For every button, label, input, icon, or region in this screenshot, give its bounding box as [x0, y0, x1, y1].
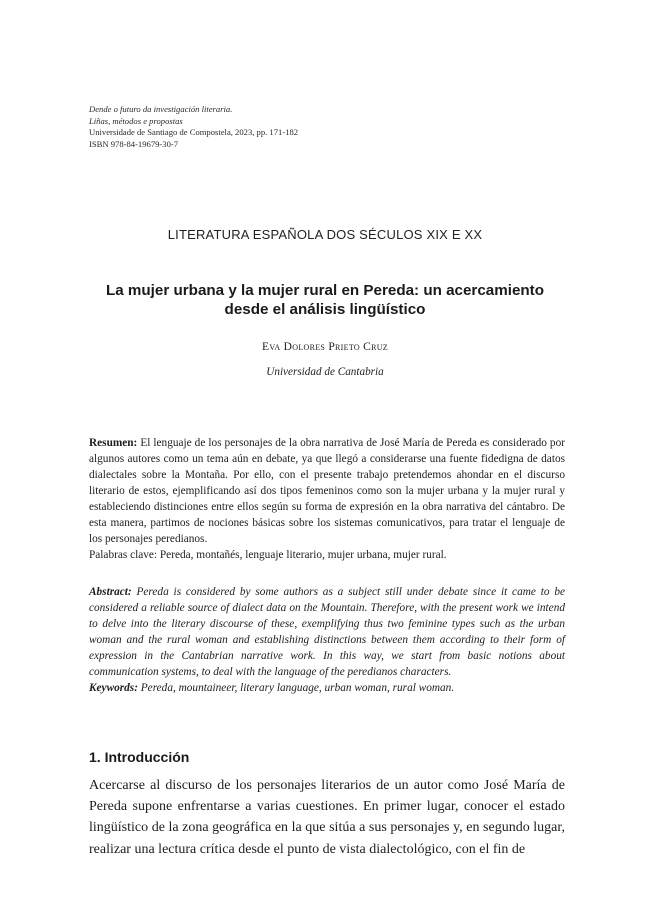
palabras-clave-paragraph — [89, 547, 565, 563]
book-imprint — [89, 104, 559, 150]
introduction-body — [89, 775, 565, 860]
imprint-publisher: Universidade de Santiago de Compostela, 2023, pp. 171-182 — [89, 127, 299, 138]
palabras-clave-text: Pereda, montañés, lenguaje literario, mujer urbana, mujer rural. — [157, 549, 447, 561]
resumen-label: Resumen: — [89, 437, 138, 449]
imprint-book-title: Dende o futuro da investigación literaria. — [89, 104, 233, 114]
keywords-paragraph — [89, 680, 565, 696]
imprint-book-subtitle: Liñas, métodos e propostas — [89, 115, 183, 126]
keywords-label: Keywords: — [89, 682, 138, 694]
article-title: La mujer urbana y la mujer rural en Pereda: un acercamiento desde el análisis lingüístico — [105, 282, 545, 318]
imprint-isbn: ISBN 978-84-19679-30-7 — [89, 138, 179, 149]
keywords-text: Pereda, mountaineer, literary language, urban woman, rural woman. — [137, 682, 455, 694]
author-name: Eva Dolores Prieto Cruz — [262, 341, 388, 353]
palabras-clave-label: Palabras clave: — [89, 549, 158, 561]
abstract-spanish — [89, 435, 565, 563]
resumen-text: El lenguaje de los personajes de la obra narrativa de José María de Pereda es considerado por algunos autores como un tema aún en debate, ya que llegó a considerarse una fuente fidedigna de datos dialectales sobre la Montaña. Por ello, con el presente trabajo pretendemos ahondar en el discurso literario de estos, ejemplificando así dos tipos femeninos como son la mujer urbana y la mujer rural y estableciendo distinciones entre ellos según su forma de expresión en la obra narrativa del cántabro. De esta manera, partimos de nociones básicas sobre los sistemas comunicativos, para tratar el lenguaje de los personajes peredianos. — [89, 437, 565, 545]
author-affiliation: Universidad de Cantabria — [266, 366, 384, 378]
abstract-label: Abstract: — [89, 586, 132, 598]
abstract-english — [89, 584, 565, 696]
abstract-text: Pereda is considered by some authors as a subject still under debate since it came to be considered a reliable source of dialect data on the Mountain. Therefore, with the present work we intend to delve into the literary discourse of these, exemplifying thus two feminine types such as the urban woman and the rural woman and establishing distinctions between them according to their form of expression in the Cantabrian narrative work. In this way, we start from basic notions about communication systems, to deal with the language of the peredianos characters. — [89, 586, 565, 678]
introduction-heading: 1. Introducción — [89, 749, 190, 765]
introduction-paragraph: Acercarse al discurso de los personajes literarios de un autor como José María de Pereda supone enfrentarse a varias cuestiones. En primer lugar, conocer el estado lingüístico de la zona geográfica en la que sitúa a sus personajes y, en segundo lugar, realizar una lectura crítica desde el punto de vista dialectológico, con el fin de — [89, 778, 565, 857]
abstract-paragraph — [89, 584, 565, 680]
resumen-paragraph — [89, 435, 565, 547]
section-heading: LITERATURA ESPAÑOLA DOS SÉCULOS XIX E XX — [167, 227, 483, 242]
